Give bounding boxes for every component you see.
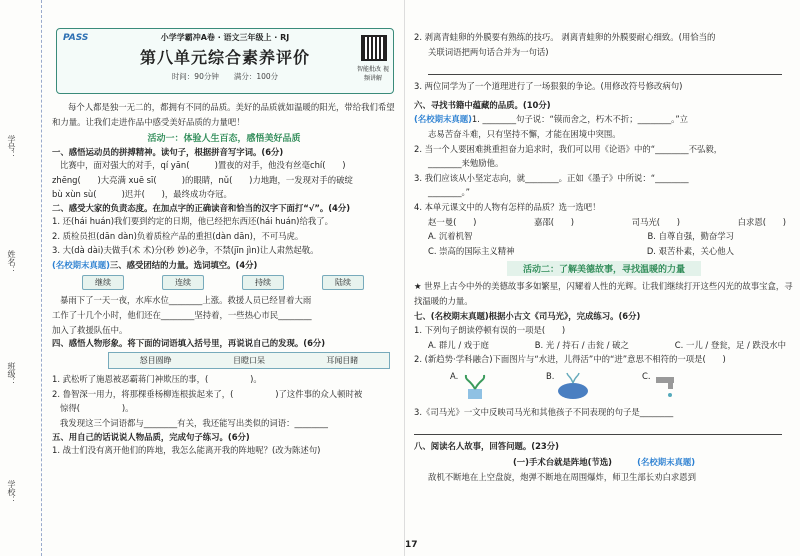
page-number: 17 bbox=[405, 540, 418, 550]
student-number-label: 学号： bbox=[7, 135, 16, 159]
s6-item-2[interactable]: 2. 当一个人要困难挑重担奋力追求时，我们可以用《论语》中的“________不弘毅， bbox=[414, 143, 723, 154]
q2-item-3[interactable]: 3. 大(dà dài)夫做手(术 术)分(秒 妙)必争，不禁(jīn jìn)让人肃然起敬。 bbox=[52, 245, 319, 256]
r-q2: 2. 剥离青蛙卵的外膜要有熟练的技巧。 剥离青蛙卵的外膜要耐心细致。(用恰当的 bbox=[414, 32, 716, 42]
option-a: A. 沉着机智 bbox=[428, 231, 473, 242]
word-bank-item[interactable]: 耳闻目睹 bbox=[326, 356, 359, 366]
whale-icon bbox=[556, 371, 590, 401]
story-title-text: (一)手术台就是阵地(节选) bbox=[512, 457, 613, 468]
option-a[interactable]: A. 群儿 / 戏于庭 bbox=[428, 339, 489, 350]
quality-options-2 bbox=[414, 244, 794, 259]
option-c[interactable]: C. 一儿 / 登瓮，足 / 跌没水中 bbox=[674, 339, 786, 350]
s7-item-2[interactable]: 2. (新趋势·学科融合)下面图片与“水进，儿得活”中的“进”意思不相符的一项是( ) bbox=[414, 354, 726, 365]
quality-options-1 bbox=[414, 229, 794, 244]
s6-item-1-cont: 志易苦奋斗难，只有坚持不懈，才能在困境中突围。 bbox=[428, 128, 621, 139]
exam-tag: (名校期末真题) bbox=[52, 259, 110, 270]
word-choices bbox=[82, 275, 402, 290]
person-choice[interactable]: 赵一曼( ) bbox=[428, 216, 477, 227]
q2-item-1[interactable]: 1. 还(hái huán)我们要到约定的日期，他已经把东西还(hái huán)给我了。 bbox=[52, 215, 333, 226]
section-6-title: 六、寻找书籍中蕴藏的品质。(10分) bbox=[414, 99, 551, 110]
section-3-title bbox=[46, 258, 402, 273]
s6-item-3[interactable]: 3. 我们应该从小坚定志向，就________。正如《墨子》中所说：“________ bbox=[414, 172, 689, 183]
story-title bbox=[414, 456, 794, 468]
plant-icon bbox=[460, 371, 490, 401]
exam-tag: (名校期末真题) bbox=[414, 114, 472, 125]
q3-line-a[interactable]: 暴雨下了一天一夜，水库水位________上涨。救援人员已经冒着大雨 bbox=[60, 295, 312, 306]
q4-item-2[interactable]: 2. 鲁智深一用力，将那棵垂杨柳连根拔起来了，( )了这件事的众人顿时被 bbox=[52, 388, 363, 399]
activity-two-text: 活动二：了解美德故事，寻找温暖的力量 bbox=[507, 261, 701, 276]
word-bank-item[interactable]: 目瞪口呆 bbox=[232, 356, 265, 366]
activity-one-banner: 活动一：体验人生百态，感悟美好品质 bbox=[147, 134, 301, 145]
people-choices bbox=[414, 215, 794, 230]
q3-line-b[interactable]: 工作了十几个小时，他们还在________坚持着，一些热心市民________ bbox=[52, 309, 312, 320]
s6-item-1-text[interactable]: 1. ________句子说：“镆而舍之，朽木不折；________。”立 bbox=[471, 114, 689, 125]
page-title: 第八单元综合素养评价 bbox=[139, 48, 310, 67]
series-title: 小学学霸冲A卷 · 语文三年级上 · RJ bbox=[160, 33, 290, 42]
option-c: C. 崇高的国际主义精神 bbox=[428, 245, 515, 256]
story-text: 敌机不断地在上空盘旋，炮弹不断地在周围爆炸，师卫生部长劝白求恩到 bbox=[428, 472, 696, 483]
q4-discovery[interactable]: 我发现这三个词语都与________有关，我还能写出类似的词语：________ bbox=[60, 417, 328, 428]
option-b[interactable]: B. 光 / 持石 / 击瓮 / 破之 bbox=[534, 339, 629, 350]
word-bank-item[interactable]: 怒目圆睁 bbox=[139, 356, 172, 366]
s7-item-1[interactable]: 1. 下列句子朗读停顿有误的一项是( ) bbox=[414, 325, 566, 336]
q1-line-a[interactable]: 比赛中，面对强大的对手，qí yān( )置夜的对手，他没有丝毫chí( ) bbox=[60, 160, 346, 171]
section-7-title: 七、(名校期末真题)根据小古文《司马光》，完成练习。(6分) bbox=[414, 310, 641, 321]
pass-logo: PASS bbox=[63, 33, 89, 43]
s6-item-3-cont[interactable]: ________。” bbox=[428, 187, 471, 198]
answer-line[interactable] bbox=[414, 423, 782, 435]
section-8-title: 八、阅读名人故事，回答问题。(23分) bbox=[414, 441, 559, 452]
q2-item-2[interactable]: 2. 质检员担(dān dàn)负着质检产品的重担(dàn dān)，不可马虎。 bbox=[52, 230, 304, 241]
q5-item-1[interactable]: 1. 战士们没有离开他们的阵地，我怎么能离开我的阵地呢？(改为陈述句) bbox=[52, 444, 321, 455]
q1-line-b[interactable]: zhēng( )大亮满 xuē sī( )的眼睛，nǔ( )力地跑，一发现对手的破绽 bbox=[52, 174, 353, 185]
r-q2-cont: 关联词语把两句话合并为一句话) bbox=[428, 46, 549, 57]
faucet-icon bbox=[652, 371, 682, 401]
s6-item-1[interactable] bbox=[414, 112, 794, 127]
s7-options bbox=[414, 338, 794, 353]
r-q3: 3. 两位同学为了一个道理进行了一场狠狠的争论。(用修改符号修改病句) bbox=[414, 81, 683, 92]
s6-item-2-cont[interactable]: ________来勉励他。 bbox=[428, 158, 504, 169]
qr-caption: 智能批改 视频讲解 bbox=[357, 66, 389, 82]
school-label: 学校： bbox=[7, 480, 16, 504]
faucet-picture[interactable] bbox=[642, 371, 686, 401]
right-column bbox=[414, 0, 794, 540]
left-column bbox=[46, 0, 402, 540]
q1-line-c[interactable]: bù xùn sù( )迟并( )，最终成功夺冠。 bbox=[52, 189, 232, 200]
section-3-text: 三、感受团结的力量。选词填空。(4分) bbox=[109, 259, 258, 270]
section-2-title: 二、感受大家的负责态度。在加点字的正确读音和恰当的汉字下面打“√”。(4分) bbox=[52, 202, 351, 213]
q3-line-c: 加入了救援队伍中。 bbox=[52, 324, 128, 335]
pic-label-c: C. bbox=[642, 370, 651, 381]
pic-label-a: A. bbox=[450, 370, 459, 381]
exam-header bbox=[56, 28, 394, 94]
center-fold bbox=[404, 0, 405, 556]
person-choice[interactable]: 司马光( ) bbox=[631, 216, 681, 227]
exam-meta: 时间：90分钟 满分：100分 bbox=[171, 72, 279, 81]
whale-picture[interactable] bbox=[546, 371, 590, 401]
word-choice[interactable]: 连续 bbox=[162, 275, 204, 290]
section-4-title: 四、感悟人物形象。将下面的词语填入括号里，再说说自己的发现。(6分) bbox=[52, 338, 326, 349]
qr-code-icon[interactable] bbox=[361, 35, 387, 61]
activity-two-banner bbox=[414, 261, 794, 276]
q4-item-2-cont[interactable]: 惊得( )。 bbox=[60, 403, 134, 414]
class-label: 班级： bbox=[7, 362, 16, 386]
person-choice[interactable]: 白求恩( ) bbox=[737, 216, 786, 227]
q4-item-1[interactable]: 1. 武松听了施恩被恶霸蒋门神欺压的事，( )。 bbox=[52, 374, 262, 385]
word-choice[interactable]: 持续 bbox=[242, 275, 284, 290]
name-label: 姓名： bbox=[7, 250, 16, 274]
star-intro: ★ 世界上古今中外的美德故事多如繁星，闪耀着人性的光辉。让我们继续打开这些闪光的故事宝盒，寻找温暖的力量。 bbox=[414, 281, 793, 306]
binding-margin bbox=[0, 0, 42, 556]
s7-item-3[interactable]: 3.《司马光》一文中反映司马光和其他孩子不同表现的句子是________ bbox=[414, 406, 674, 417]
word-choice[interactable]: 继续 bbox=[82, 275, 124, 290]
person-choice[interactable]: 嘉邵( ) bbox=[533, 216, 575, 227]
intro-text: 每个人都是独一无二的，都拥有不同的品质。美好的品质就如温暖的阳光，带给我们希望和力量。让我们走进作品中感受美好品质的力量吧！ bbox=[52, 102, 395, 127]
word-bank bbox=[108, 352, 390, 369]
section-5-title: 五、用自己的话说说人物品质，完成句子练习。(6分) bbox=[52, 431, 250, 442]
plant-water-picture[interactable] bbox=[450, 371, 494, 401]
exam-tag: (名校期末真题) bbox=[637, 457, 696, 468]
option-b: B. 自尊自强，勤奋学习 bbox=[647, 231, 734, 242]
answer-line[interactable] bbox=[428, 63, 782, 75]
word-choice[interactable]: 陆续 bbox=[322, 275, 364, 290]
picture-options bbox=[450, 371, 794, 401]
pic-label-b: B. bbox=[546, 370, 555, 381]
option-d: D. 艰苦朴素，关心他人 bbox=[646, 245, 734, 256]
section-1-title: 一、感悟运动员的拼搏精神。读句子，根据拼音写字词。(6分) bbox=[52, 147, 284, 158]
s6-item-4: 4. 本单元课文中的人物有怎样的品质？选一选吧！ bbox=[414, 201, 601, 212]
